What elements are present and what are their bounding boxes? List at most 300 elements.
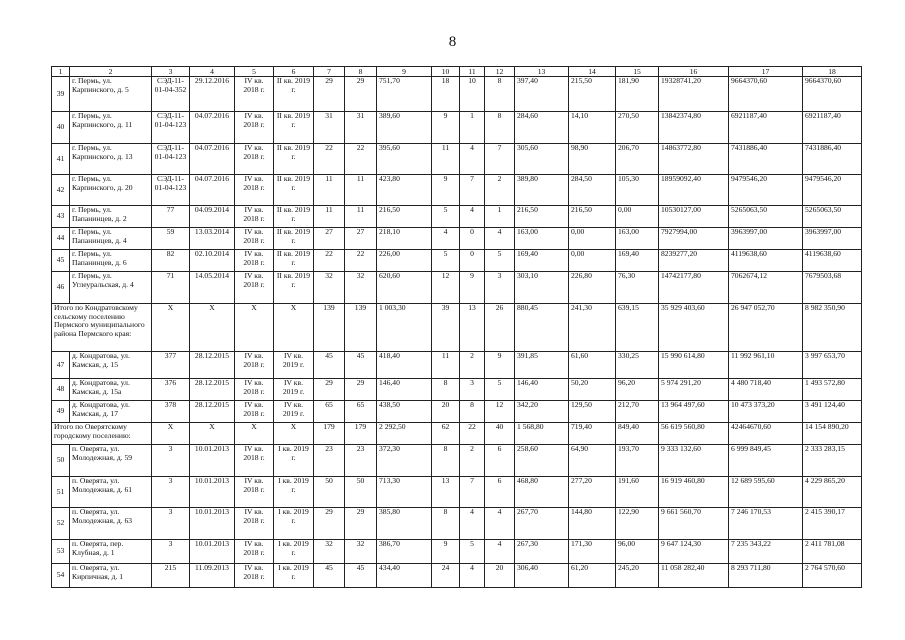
table-cell: 14,10 (569, 112, 616, 144)
table-cell: 376 (152, 379, 190, 401)
address-cell: п. Оверята, ул. Молодежная, д. 61 (70, 477, 152, 508)
table-cell: 04.07.2016 (190, 144, 235, 175)
table-cell: 10.01.2013 (190, 445, 235, 477)
table-cell: 2 415 390,17 (803, 508, 862, 540)
table-cell: 305,60 (515, 144, 569, 175)
table-cell: 385,80 (377, 508, 432, 540)
table-cell: 10 (460, 77, 485, 112)
table-cell: 29.12.2016 (190, 77, 235, 112)
table-cell: 303,10 (515, 272, 569, 304)
table-cell: 1 568,80 (515, 423, 569, 445)
table-cell: 8 (460, 401, 485, 423)
table-cell: II кв. 2019 г. (274, 77, 314, 112)
table-cell: 389,60 (377, 112, 432, 144)
table-cell: 4 (460, 144, 485, 175)
table-cell: 32 (345, 540, 377, 564)
table-cell: 2 411 781,08 (803, 540, 862, 564)
table-cell: X (190, 304, 235, 352)
column-number: 18 (803, 67, 862, 77)
table-cell: II кв. 2019 г. (274, 144, 314, 175)
column-number: 9 (377, 67, 432, 77)
table-cell: 96,20 (616, 379, 659, 401)
table-cell: 59 (152, 228, 190, 250)
table-cell: 3 (152, 508, 190, 540)
table-cell: 29 (314, 508, 345, 540)
table-cell: 4 (432, 228, 460, 250)
table-cell: 13 (432, 477, 460, 508)
table-cell: 29 (314, 379, 345, 401)
table-cell: 50 (314, 477, 345, 508)
table-cell: 35 929 403,60 (659, 304, 729, 352)
row-number: 39 (52, 77, 70, 112)
table-cell: 418,40 (377, 352, 432, 379)
table-cell: 42464670,60 (729, 423, 803, 445)
table-cell: IV кв. 2019 г. (274, 352, 314, 379)
table-cell: IV кв. 2018 г. (235, 272, 274, 304)
table-cell: 12 (485, 401, 515, 423)
table-cell: 26 (485, 304, 515, 352)
table-cell: II кв. 2019 г. (274, 272, 314, 304)
table-cell: IV кв. 2018 г. (235, 175, 274, 206)
table-cell: 11 992 961,10 (729, 352, 803, 379)
table-row (52, 477, 862, 508)
table-cell: 245,20 (616, 564, 659, 588)
table-cell: 3 (460, 379, 485, 401)
column-number: 7 (314, 67, 345, 77)
table-cell: 8 (432, 508, 460, 540)
row-number: 44 (52, 228, 70, 250)
table-cell: 4 480 718,40 (729, 379, 803, 401)
table-cell: 284,50 (569, 175, 616, 206)
table-cell: II кв. 2019 г. (274, 112, 314, 144)
table-cell: 391,85 (515, 352, 569, 379)
table-cell: 144,80 (569, 508, 616, 540)
table-cell: 29 (345, 508, 377, 540)
table-cell: СЭД-11-01-04-352 (152, 77, 190, 112)
address-cell: г. Пермь, ул. Папанинцев, д. 2 (70, 206, 152, 228)
table-cell: 146,40 (515, 379, 569, 401)
table-cell: 5 (432, 206, 460, 228)
table-cell: 7062674,12 (729, 272, 803, 304)
table-cell: 3 (152, 445, 190, 477)
table-cell: IV кв. 2018 г. (235, 206, 274, 228)
table-cell: 28.12.2015 (190, 379, 235, 401)
table-cell: I кв. 2019 г. (274, 564, 314, 588)
table-cell: 02.10.2014 (190, 250, 235, 272)
table-cell: 181,90 (616, 77, 659, 112)
table-cell: IV кв. 2019 г. (274, 401, 314, 423)
table-cell: 4 (485, 508, 515, 540)
table-cell: 11 (314, 206, 345, 228)
table-row (52, 564, 862, 588)
table-cell: 0,00 (569, 250, 616, 272)
table-cell: 397,40 (515, 77, 569, 112)
table-cell: 64,90 (569, 445, 616, 477)
table-cell: 206,70 (616, 144, 659, 175)
address-cell: д. Кондратова, ул. Камская, д. 15 (70, 352, 152, 379)
table-cell: 270,50 (616, 112, 659, 144)
table-cell: 751,70 (377, 77, 432, 112)
row-number: 49 (52, 401, 70, 423)
table-cell: 45 (345, 352, 377, 379)
table-cell: 4 (460, 206, 485, 228)
table-cell: 5265063,50 (803, 206, 862, 228)
table-cell: 6 999 849,45 (729, 445, 803, 477)
table-row (52, 401, 862, 423)
table-cell: 169,40 (616, 250, 659, 272)
table-cell: 139 (314, 304, 345, 352)
table-cell: 32 (314, 272, 345, 304)
row-number: 40 (52, 112, 70, 144)
table-cell: X (235, 423, 274, 445)
table-cell: 50,20 (569, 379, 616, 401)
table-cell: 10530127,00 (659, 206, 729, 228)
table-cell: 215,50 (569, 77, 616, 112)
table-cell: 4 (460, 508, 485, 540)
table-cell: 22 (460, 423, 485, 445)
table-cell: 8 (432, 445, 460, 477)
table-cell: II кв. 2019 г. (274, 228, 314, 250)
table-cell: 372,30 (377, 445, 432, 477)
table-cell: 98,90 (569, 144, 616, 175)
table-row (52, 112, 862, 144)
table-cell: 434,40 (377, 564, 432, 588)
table-cell: 9 (432, 540, 460, 564)
table-cell: 13842374,80 (659, 112, 729, 144)
table-cell: 277,20 (569, 477, 616, 508)
table-cell: 11 (345, 175, 377, 206)
table-cell: 61,20 (569, 564, 616, 588)
table-cell: 7 235 343,22 (729, 540, 803, 564)
table-cell: 15 990 614,80 (659, 352, 729, 379)
table-cell: 5265063,50 (729, 206, 803, 228)
table-cell: 139 (345, 304, 377, 352)
row-number: 43 (52, 206, 70, 228)
table-cell: 50 (345, 477, 377, 508)
table-cell: 40 (485, 423, 515, 445)
subtotal-row (52, 423, 862, 445)
table-row (52, 540, 862, 564)
table-cell: 191,60 (616, 477, 659, 508)
table-cell: IV кв. 2018 г. (235, 352, 274, 379)
table-cell: IV кв. 2018 г. (235, 77, 274, 112)
table-cell: 14742177,80 (659, 272, 729, 304)
table-cell: 2 (485, 175, 515, 206)
table-cell: 3 (152, 477, 190, 508)
table-cell: 3 997 653,70 (803, 352, 862, 379)
table-cell: 423,80 (377, 175, 432, 206)
table-cell: II кв. 2019 г. (274, 250, 314, 272)
column-number: 1 (52, 67, 70, 77)
table-cell: 3963997,00 (729, 228, 803, 250)
table-cell: 163,00 (515, 228, 569, 250)
table-cell: 3 491 124,40 (803, 401, 862, 423)
table-cell: 193,70 (616, 445, 659, 477)
table-cell: 9 333 132,60 (659, 445, 729, 477)
table-cell: IV кв. 2018 г. (235, 401, 274, 423)
table-cell: 2 333 283,15 (803, 445, 862, 477)
row-number: 47 (52, 352, 70, 379)
table-cell: 45 (314, 352, 345, 379)
table-cell: 5 974 291,20 (659, 379, 729, 401)
table-cell: 713,30 (377, 477, 432, 508)
table-cell: 71 (152, 272, 190, 304)
table-cell: 880,45 (515, 304, 569, 352)
table-cell: IV кв. 2018 г. (235, 564, 274, 588)
table-cell: 32 (345, 272, 377, 304)
table-cell: 1 (485, 206, 515, 228)
table-cell: 77 (152, 206, 190, 228)
table-cell: 16 919 460,80 (659, 477, 729, 508)
table-cell: 719,40 (569, 423, 616, 445)
table-cell: 9 647 124,30 (659, 540, 729, 564)
table-cell: 215 (152, 564, 190, 588)
address-cell: г. Пермь, ул. Карпинского, д. 5 (70, 77, 152, 112)
table-cell: 395,60 (377, 144, 432, 175)
table-cell: 28.12.2015 (190, 401, 235, 423)
table-cell: X (274, 423, 314, 445)
table-cell: X (235, 304, 274, 352)
table-cell: IV кв. 2018 г. (235, 540, 274, 564)
table-cell: 226,80 (569, 272, 616, 304)
column-number: 4 (190, 67, 235, 77)
table-cell: 6921187,40 (803, 112, 862, 144)
table-cell: X (152, 423, 190, 445)
table-cell: 29 (345, 379, 377, 401)
table-cell: I кв. 2019 г. (274, 445, 314, 477)
subtotal-label: Итого по Кондратовскому сельскому поселению Пермского муниципального района Пермского края: (52, 304, 152, 352)
table-cell: 4119638,60 (729, 250, 803, 272)
table-cell: 9 (432, 175, 460, 206)
table-cell: 468,80 (515, 477, 569, 508)
table-cell: X (152, 304, 190, 352)
housing-program-table (51, 66, 862, 588)
table-cell: 9479546,20 (729, 175, 803, 206)
table-cell: 5 (485, 379, 515, 401)
table-cell: 3 (152, 540, 190, 564)
table-row (52, 175, 862, 206)
table-row (52, 272, 862, 304)
table-cell: 226,00 (377, 250, 432, 272)
address-cell: г. Пермь, ул. Карпинского, д. 20 (70, 175, 152, 206)
table-cell: 218,10 (377, 228, 432, 250)
table-cell: 26 947 052,70 (729, 304, 803, 352)
table-cell: 1 (460, 112, 485, 144)
table-cell: 39 (432, 304, 460, 352)
table-row (52, 77, 862, 112)
table-cell: 19328741,20 (659, 77, 729, 112)
table-cell: 11.09.2013 (190, 564, 235, 588)
table-cell: 32 (314, 540, 345, 564)
table-cell: 620,60 (377, 272, 432, 304)
address-cell: г. Пермь, ул. Карпинского, д. 11 (70, 112, 152, 144)
table-cell: 3963997,00 (803, 228, 862, 250)
table-cell: 6 (485, 445, 515, 477)
table-row (52, 228, 862, 250)
table-cell: 1 003,30 (377, 304, 432, 352)
table-cell: I кв. 2019 г. (274, 508, 314, 540)
table-row (52, 250, 862, 272)
table-cell: 163,00 (616, 228, 659, 250)
table-cell: 4 (485, 540, 515, 564)
table-cell: 04.09.2014 (190, 206, 235, 228)
table-cell: 10.01.2013 (190, 508, 235, 540)
column-number: 15 (616, 67, 659, 77)
table-cell: 8 (485, 77, 515, 112)
table-cell: 241,30 (569, 304, 616, 352)
table-cell: СЭД-11-01-04-123 (152, 144, 190, 175)
column-number: 13 (515, 67, 569, 77)
table-cell: 04.07.2016 (190, 175, 235, 206)
table-cell: 23 (345, 445, 377, 477)
table-cell: 13.03.2014 (190, 228, 235, 250)
table-cell: 342,20 (515, 401, 569, 423)
table-cell: 8 (485, 112, 515, 144)
table-cell: СЭД-11-01-04-123 (152, 175, 190, 206)
table-cell: 258,60 (515, 445, 569, 477)
address-cell: г. Пермь, ул. Карпинского, д. 13 (70, 144, 152, 175)
table-cell: 146,40 (377, 379, 432, 401)
table-cell: 56 619 560,80 (659, 423, 729, 445)
table-cell: II кв. 2019 г. (274, 175, 314, 206)
row-number: 41 (52, 144, 70, 175)
table-row (52, 206, 862, 228)
column-number: 3 (152, 67, 190, 77)
table-cell: 9 661 560,70 (659, 508, 729, 540)
table-cell: 45 (345, 564, 377, 588)
table-cell: 8 (432, 379, 460, 401)
table-cell: 22 (345, 144, 377, 175)
table-cell: 28.12.2015 (190, 352, 235, 379)
table-cell: 13 (460, 304, 485, 352)
subtotal-row (52, 304, 862, 352)
table-cell: 267,30 (515, 540, 569, 564)
column-number: 17 (729, 67, 803, 77)
table-cell: 5 (460, 540, 485, 564)
page-number: 8 (448, 34, 457, 50)
table-cell: 105,30 (616, 175, 659, 206)
table-cell: IV кв. 2019 г. (274, 379, 314, 401)
table-cell: 330,25 (616, 352, 659, 379)
address-cell: п. Оверята, ул. Молодежная, д. 59 (70, 445, 152, 477)
table-cell: 9 (460, 272, 485, 304)
table-cell: 12 (432, 272, 460, 304)
column-number: 11 (460, 67, 485, 77)
table-cell: 9479546,20 (803, 175, 862, 206)
table-cell: I кв. 2019 г. (274, 540, 314, 564)
table-cell: 438,50 (377, 401, 432, 423)
table-cell: I кв. 2019 г. (274, 477, 314, 508)
table-cell: 4 229 865,20 (803, 477, 862, 508)
table-cell: 8 982 350,90 (803, 304, 862, 352)
table-cell: 6921187,40 (729, 112, 803, 144)
table-cell: 5 (432, 250, 460, 272)
column-number: 12 (485, 67, 515, 77)
table-cell: 61,60 (569, 352, 616, 379)
column-number: 8 (345, 67, 377, 77)
column-number: 6 (274, 67, 314, 77)
table-cell: 216,50 (377, 206, 432, 228)
table-cell: 11 (314, 175, 345, 206)
table-cell: 3 (485, 272, 515, 304)
table-cell: 65 (314, 401, 345, 423)
table-cell: 04.07.2016 (190, 112, 235, 144)
table-cell: IV кв. 2018 г. (235, 445, 274, 477)
table-cell: 639,15 (616, 304, 659, 352)
table-cell: 9664370,60 (729, 77, 803, 112)
row-number: 46 (52, 272, 70, 304)
table-cell: 171,30 (569, 540, 616, 564)
table-cell: 169,40 (515, 250, 569, 272)
table-cell: 11 (345, 206, 377, 228)
table-cell: 2 764 570,60 (803, 564, 862, 588)
table-cell: 216,50 (515, 206, 569, 228)
column-number: 14 (569, 67, 616, 77)
table-cell: 9 (485, 352, 515, 379)
address-cell: г. Пермь, ул. Углеуральская, д. 4 (70, 272, 152, 304)
table-cell: 122,90 (616, 508, 659, 540)
table-cell: 7431886,40 (729, 144, 803, 175)
table-row (52, 445, 862, 477)
table-cell: 216,50 (569, 206, 616, 228)
table-cell: 11 058 282,40 (659, 564, 729, 588)
table-cell: IV кв. 2018 г. (235, 379, 274, 401)
table-row (52, 144, 862, 175)
table-cell: X (190, 423, 235, 445)
table-cell: 7927994,00 (659, 228, 729, 250)
table-cell: IV кв. 2018 г. (235, 144, 274, 175)
table-cell: 31 (314, 112, 345, 144)
table-cell: 179 (314, 423, 345, 445)
table-cell: II кв. 2019 г. (274, 206, 314, 228)
table-cell: 1 493 572,80 (803, 379, 862, 401)
table-cell: X (274, 304, 314, 352)
table-cell: 31 (345, 112, 377, 144)
table-cell: 4 (460, 564, 485, 588)
table-cell: 10.01.2013 (190, 540, 235, 564)
row-number: 53 (52, 540, 70, 564)
table-row (52, 379, 862, 401)
table-cell: 76,30 (616, 272, 659, 304)
table-cell: 6 (485, 477, 515, 508)
address-cell: г. Пермь, ул. Папанинцев, д. 6 (70, 250, 152, 272)
table-cell: 10 473 373,20 (729, 401, 803, 423)
table-cell: 179 (345, 423, 377, 445)
table-cell: 0 (460, 228, 485, 250)
table-row (52, 352, 862, 379)
row-number: 50 (52, 445, 70, 477)
table-cell: 2 (460, 352, 485, 379)
table-cell: 8 293 711,80 (729, 564, 803, 588)
table-cell: 7 246 170,53 (729, 508, 803, 540)
table-cell: 9 (432, 112, 460, 144)
table-cell: 377 (152, 352, 190, 379)
table-cell: 378 (152, 401, 190, 423)
row-number: 48 (52, 379, 70, 401)
table-cell: 14 154 890,20 (803, 423, 862, 445)
table-cell: 23 (314, 445, 345, 477)
table-cell: 62 (432, 423, 460, 445)
column-number: 10 (432, 67, 460, 77)
table-cell: 849,40 (616, 423, 659, 445)
address-cell: п. Оверята, ул. Кирпичная, д. 1 (70, 564, 152, 588)
table-cell: 8239277,20 (659, 250, 729, 272)
table-cell: 13 964 497,60 (659, 401, 729, 423)
row-number: 54 (52, 564, 70, 588)
table-cell: 65 (345, 401, 377, 423)
table-cell: 18 (432, 77, 460, 112)
table-cell: 82 (152, 250, 190, 272)
